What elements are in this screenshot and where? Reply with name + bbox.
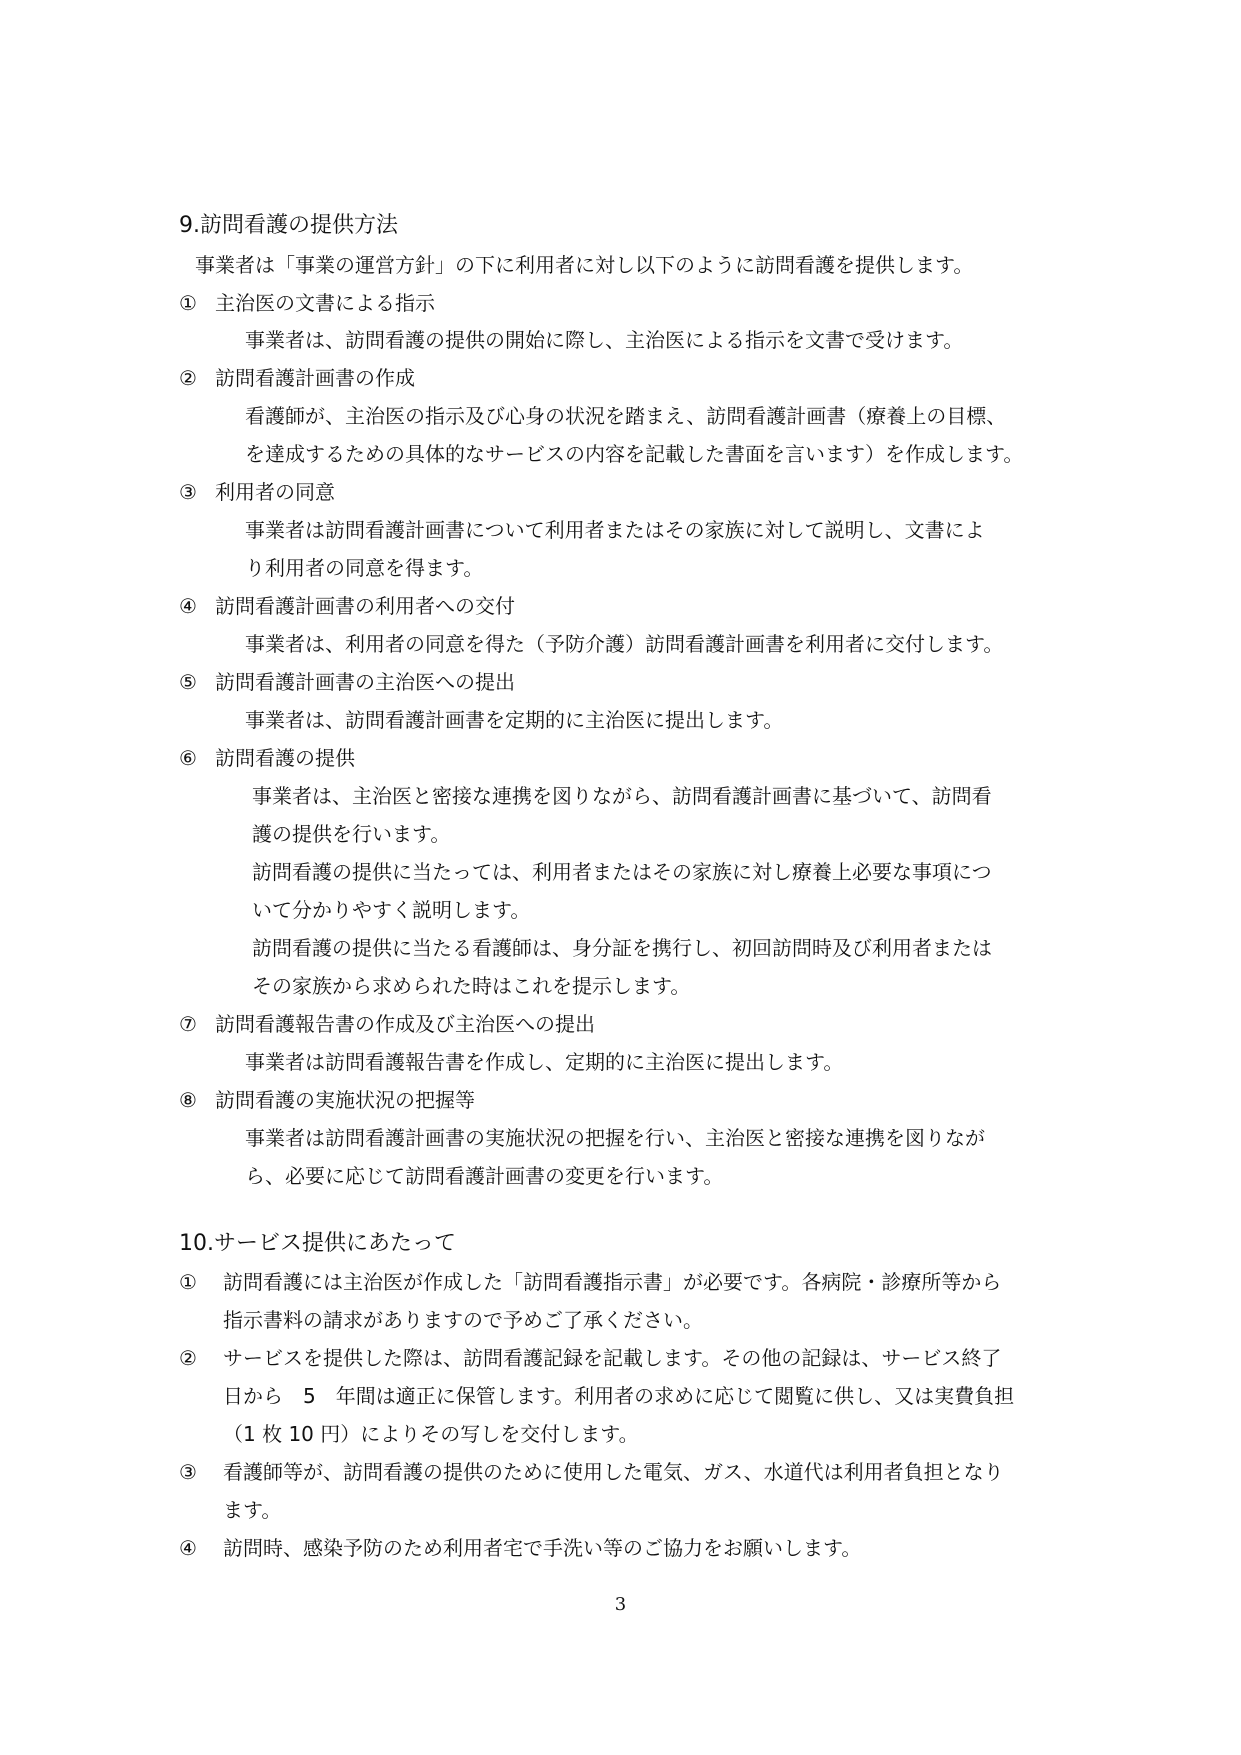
section-9-heading: 9.訪問看護の提供方法	[179, 213, 398, 238]
s9-item-5-heading	[179, 667, 515, 697]
page-number: 3	[614, 1594, 627, 1615]
s9-item-2-text-2: を達成するための具体的なサービスの内容を記載した書面を言います）を作成します。	[245, 442, 1024, 466]
s10-item-3-text-1: 看護師等が、訪問看護の提供のために使用した電気、ガス、水道代は利用者負担となり	[223, 1460, 1004, 1484]
s9-item-7-heading	[179, 1009, 595, 1039]
s9-item-2-number: ②	[179, 366, 197, 390]
s9-item-3-text-1: 事業者は訪問看護計画書について利用者またはその家族に対して説明し、文書によ	[245, 518, 985, 542]
s10-item-1-text-2: 指示書料の請求がありますので予めご了承ください。	[223, 1308, 703, 1332]
s9-item-5-text: 事業者は、訪問看護計画書を定期的に主治医に提出します。	[245, 708, 784, 732]
s10-item-4-text-1: 訪問時、感染予防のため利用者宅で手洗い等のご協力をお願いします。	[223, 1536, 862, 1560]
s9-item-6-text-3: 訪問看護の提供に当たっては、利用者またはその家族に対し療養上必要な事項につ	[252, 860, 992, 884]
s9-item-3-title: 利用者の同意	[215, 480, 335, 504]
s9-item-6-text-1: 事業者は、主治医と密接な連携を図りながら、訪問看護計画書に基づいて、訪問看	[252, 784, 992, 808]
s9-item-8-text-2: ら、必要に応じて訪問看護計画書の変更を行います。	[245, 1164, 724, 1188]
s9-item-5-title: 訪問看護計画書の主治医への提出	[215, 670, 515, 694]
s9-item-1-text: 事業者は、訪問看護の提供の開始に際し、主治医による指示を文書で受けます。	[245, 328, 964, 352]
s9-item-1-heading	[179, 288, 435, 318]
s9-item-7-title: 訪問看護報告書の作成及び主治医への提出	[215, 1012, 595, 1036]
s9-item-6-text-5: 訪問看護の提供に当たる看護師は、身分証を携行し、初回訪問時及び利用者または	[252, 936, 992, 960]
s10-item-2-text-3: （1 枚 10 円）によりその写しを交付します。	[223, 1422, 639, 1446]
s10-item-3-line-1	[179, 1457, 1004, 1487]
s9-item-6-text-6: その家族から求められた時はこれを提示します。	[252, 974, 691, 998]
s10-item-4-line-1	[179, 1533, 861, 1563]
s10-item-1-number: ①	[179, 1270, 197, 1294]
s10-item-2-text-1: サービスを提供した際は、訪問看護記録を記載します。その他の記録は、サービス終了	[223, 1346, 1002, 1370]
s9-item-6-title: 訪問看護の提供	[215, 746, 355, 770]
s9-item-2-title: 訪問看護計画書の作成	[215, 366, 415, 390]
s9-item-3-heading	[179, 477, 335, 507]
s9-item-3-text-2: り利用者の同意を得ます。	[245, 556, 484, 580]
s10-item-2-number: ②	[179, 1346, 197, 1370]
s9-item-6-heading	[179, 743, 355, 773]
section-9-intro: 事業者は「事業の運営方針」の下に利用者に対し以下のように訪問看護を提供します。	[195, 253, 974, 277]
s9-item-2-heading	[179, 363, 415, 393]
s9-item-8-text-1: 事業者は訪問看護計画書の実施状況の把握を行い、主治医と密接な連携を図りなが	[245, 1126, 985, 1150]
s9-item-4-number: ④	[179, 594, 197, 618]
s9-item-4-heading	[179, 591, 515, 621]
s9-item-1-title: 主治医の文書による指示	[215, 291, 435, 315]
s10-item-1-text-1: 訪問看護には主治医が作成した「訪問看護指示書」が必要です。各病院・診療所等から	[223, 1270, 1002, 1294]
s9-item-7-text: 事業者は訪問看護報告書を作成し、定期的に主治医に提出します。	[245, 1050, 844, 1074]
s9-item-6-text-4: いて分かりやすく説明します。	[252, 898, 531, 922]
s9-item-6-text-2: 護の提供を行います。	[252, 822, 451, 846]
s9-item-7-number: ⑦	[179, 1012, 197, 1036]
s10-item-4-number: ④	[179, 1536, 197, 1560]
s9-item-1-number: ①	[179, 291, 197, 315]
s9-item-2-text-1: 看護師が、主治医の指示及び心身の状況を踏まえ、訪問看護計画書（療養上の目標、	[245, 404, 1007, 428]
s9-item-4-text: 事業者は、利用者の同意を得た（予防介護）訪問看護計画書を利用者に交付します。	[245, 632, 1004, 656]
s9-item-6-number: ⑥	[179, 746, 197, 770]
s9-item-8-number: ⑧	[179, 1088, 197, 1112]
s9-item-5-number: ⑤	[179, 670, 197, 694]
s10-item-2-text-2: 日から 5 年間は適正に保管します。利用者の求めに応じて閲覧に供し、又は実費負担	[223, 1384, 1015, 1408]
s9-item-3-number: ③	[179, 480, 197, 504]
s9-item-4-title: 訪問看護計画書の利用者への交付	[215, 594, 515, 618]
s10-item-2-line-1	[179, 1343, 1001, 1373]
s9-item-8-heading	[179, 1085, 475, 1115]
s9-item-8-title: 訪問看護の実施状況の把握等	[215, 1088, 475, 1112]
s10-item-1-line-1	[179, 1267, 1001, 1297]
s10-item-3-number: ③	[179, 1460, 197, 1484]
s10-item-3-text-2: ます。	[223, 1498, 282, 1522]
section-10-heading: 10.サービス提供にあたって	[179, 1231, 456, 1256]
